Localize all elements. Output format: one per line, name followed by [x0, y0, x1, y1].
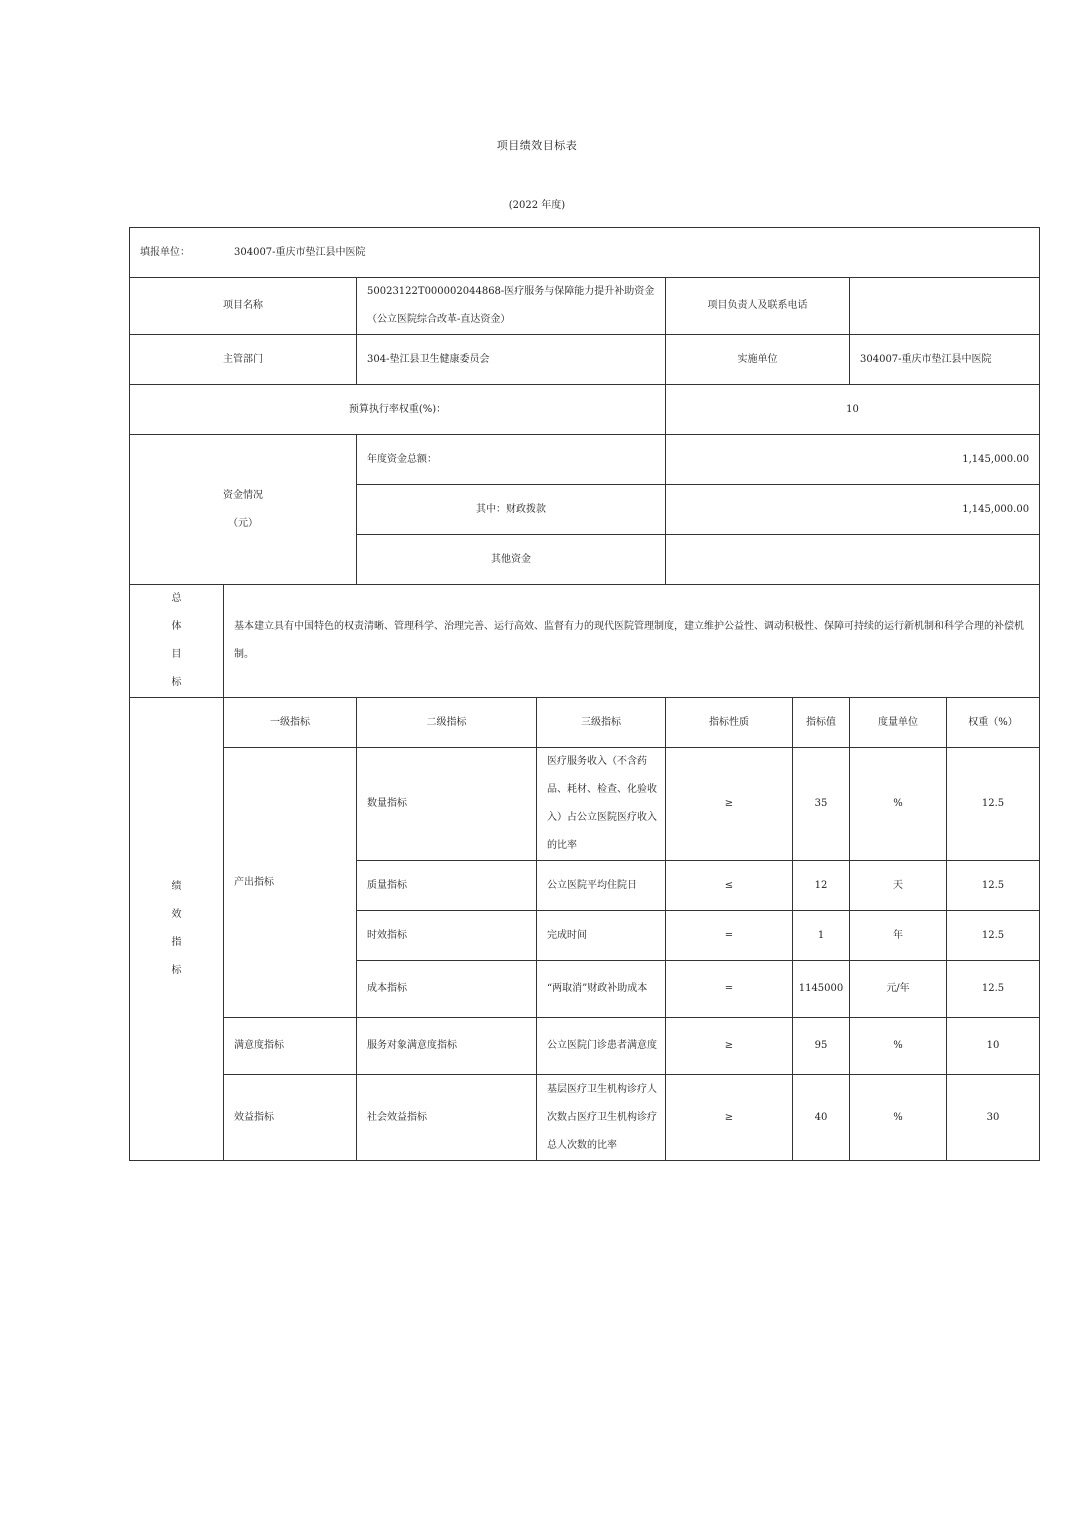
funds-total-row [130, 435, 1040, 485]
performance-indicator-label [130, 698, 224, 1161]
fill-unit-row [130, 228, 1040, 278]
value-cell: 40 [793, 1075, 850, 1161]
level2-cell: 服务对象满意度指标 [357, 1018, 537, 1075]
nature-cell: ≥ [666, 1075, 793, 1161]
indicator-row [130, 1018, 1040, 1075]
header-nature: 指标性质 [666, 698, 793, 748]
value-cell: 12 [793, 861, 850, 911]
weight-cell: 12.5 [947, 961, 1040, 1018]
level3-cell: 完成时间 [537, 911, 666, 961]
level2-cell: 时效指标 [357, 911, 537, 961]
dept-value: 304-垫江县卫生健康委员会 [357, 335, 666, 385]
level2-cell: 成本指标 [357, 961, 537, 1018]
goal-label-char: 总 [171, 593, 182, 604]
performance-table [129, 227, 1040, 1161]
project-name-label: 项目名称 [130, 278, 357, 335]
fill-unit-cell [130, 228, 1040, 278]
weight-cell: 30 [947, 1075, 1040, 1161]
funds-label: 资金情况 [223, 489, 263, 501]
indicator-header-row [130, 698, 1040, 748]
project-name-value: 50023122T000002044868-医疗服务与保障能力提升补助资金（公立医院综合改革-直达资金） [357, 278, 666, 335]
budget-weight-label: 预算执行率权重(%)： [130, 385, 666, 435]
header-level2: 二级指标 [357, 698, 537, 748]
form-title: 项目绩效目标表 [496, 139, 578, 152]
level2-cell: 质量指标 [357, 861, 537, 911]
nature-cell: ≥ [666, 1018, 793, 1075]
funds-unit-label: （元） [228, 517, 258, 529]
level1-output: 产出指标 [224, 748, 357, 1018]
overall-goal-text: 基本建立具有中国特色的权责清晰、管理科学、治理完善、运行高效、监督有力的现代医院管理制度，建立维护公益性、调动积极性、保障可持续的运行新机制和科学合理的补偿机制。 [224, 585, 1040, 698]
nature-cell: ≤ [666, 861, 793, 911]
header-level1: 一级指标 [224, 698, 357, 748]
fill-unit-value: 304007-重庆市垫江县中医院 [234, 246, 366, 258]
value-cell: 1145000 [793, 961, 850, 1018]
funds-label-cell [130, 435, 357, 585]
project-contact-label: 项目负责人及联系电话 [666, 278, 850, 335]
nature-cell: ≥ [666, 748, 793, 861]
budget-weight-value: 10 [666, 385, 1040, 435]
unit-cell: 年 [850, 911, 947, 961]
dept-label: 主管部门 [130, 335, 357, 385]
indicator-label-char: 指 [171, 937, 182, 948]
project-contact-value [850, 278, 1040, 335]
level2-cell: 数量指标 [357, 748, 537, 861]
level1-benefit: 效益指标 [224, 1075, 357, 1161]
weight-cell: 12.5 [947, 748, 1040, 861]
weight-cell: 10 [947, 1018, 1040, 1075]
level3-cell: 公立医院门诊患者满意度 [537, 1018, 666, 1075]
indicator-row [130, 748, 1040, 861]
goal-label-char: 体 [171, 621, 182, 632]
budget-weight-row [130, 385, 1040, 435]
weight-cell: 12.5 [947, 911, 1040, 961]
level2-cell: 社会效益指标 [357, 1075, 537, 1161]
goal-label-char: 目 [171, 649, 182, 660]
funds-fiscal-value: 1,145,000.00 [666, 485, 1040, 535]
unit-cell: % [850, 1075, 947, 1161]
unit-cell: % [850, 748, 947, 861]
value-cell: 95 [793, 1018, 850, 1075]
header-unit: 度量单位 [850, 698, 947, 748]
indicator-label-char: 绩 [171, 881, 182, 892]
level3-cell: 医疗服务收入（不含药品、耗材、检查、化验收入）占公立医院医疗收入的比率 [537, 748, 666, 861]
indicator-label-char: 效 [171, 909, 182, 920]
impl-unit-value: 304007-重庆市垫江县中医院 [850, 335, 1040, 385]
level3-cell: 基层医疗卫生机构诊疗人次数占医疗卫生机构诊疗总人次数的比率 [537, 1075, 666, 1161]
overall-goal-row [130, 585, 1040, 698]
fill-unit-label: 填报单位： [140, 246, 190, 258]
level3-cell: 公立医院平均住院日 [537, 861, 666, 911]
form-year: (2022 年度) [508, 200, 566, 211]
unit-cell: 元/年 [850, 961, 947, 1018]
funds-fiscal-label: 其中：财政拨款 [357, 485, 666, 535]
department-row [130, 335, 1040, 385]
goal-label-char: 标 [171, 677, 182, 688]
funds-other-label: 其他资金 [357, 535, 666, 585]
nature-cell: = [666, 911, 793, 961]
impl-unit-label: 实施单位 [666, 335, 850, 385]
indicator-row [130, 1075, 1040, 1161]
unit-cell: % [850, 1018, 947, 1075]
value-cell: 35 [793, 748, 850, 861]
overall-goal-label [130, 585, 224, 698]
header-weight: 权重（%） [947, 698, 1040, 748]
unit-cell: 天 [850, 861, 947, 911]
nature-cell: = [666, 961, 793, 1018]
header-value: 指标值 [793, 698, 850, 748]
funds-total-label: 年度资金总额： [357, 435, 666, 485]
project-name-row [130, 278, 1040, 335]
level1-satisfaction: 满意度指标 [224, 1018, 357, 1075]
funds-other-value [666, 535, 1040, 585]
header-level3: 三级指标 [537, 698, 666, 748]
weight-cell: 12.5 [947, 861, 1040, 911]
funds-total-value: 1,145,000.00 [666, 435, 1040, 485]
value-cell: 1 [793, 911, 850, 961]
level3-cell: “两取消”财政补助成本 [537, 961, 666, 1018]
indicator-label-char: 标 [171, 965, 182, 976]
